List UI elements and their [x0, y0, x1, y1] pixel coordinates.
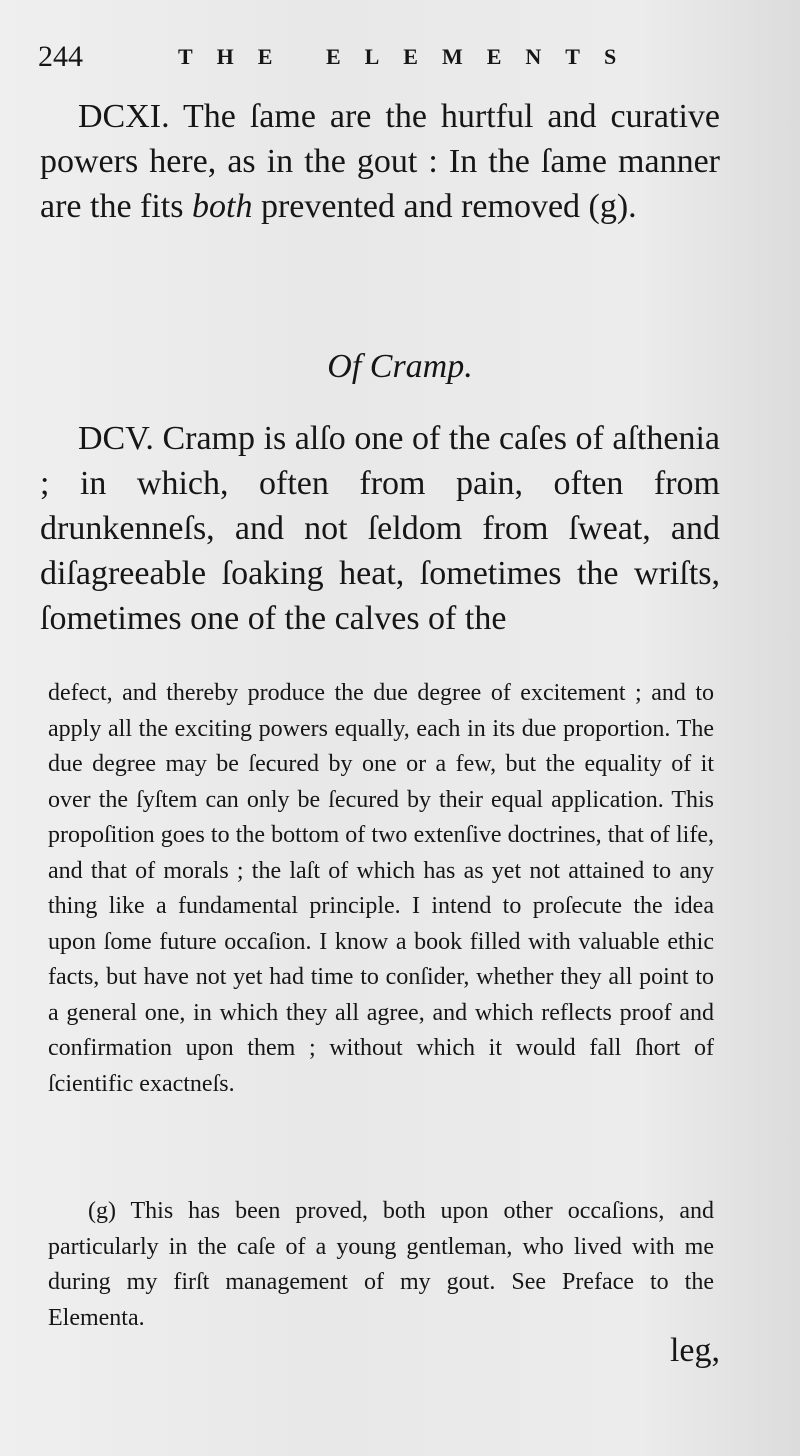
- paragraph-number: DCXI.: [78, 98, 170, 135]
- paragraph-text: Cramp is alſo one of the caſes of aſthenia ; in which, often from pain, often from drunkenneſs, and not ſeldom from ſweat, and diſagreeable ſoaking heat, ſometimes the wriſts, ſometimes one of the calves of the: [40, 420, 720, 637]
- footnote-g-text: (g) This has been proved, both upon other occaſions, and particularly in the caſe of a young gentleman, who lived with me during my firſt management of my gout. See Preface to the Elementa.: [48, 1198, 714, 1331]
- paragraph-number: DCV.: [78, 420, 154, 457]
- paragraph-text-end: prevented and removed (g).: [260, 188, 637, 225]
- footnote-continuation: [48, 676, 714, 1102]
- paragraph-dcv: [40, 416, 720, 641]
- paragraph-dcxi: [40, 94, 720, 229]
- footnote-continuation-text: defect, and thereby produce the due degree of excitement ; and to apply all the exciting powers equally, each in its due proportion. The due degree may be ſecured by one or a few, but the equality of it over the ſyſtem can only be ſecured by their equal application. This propoſition goes to the bottom of two extenſive doctrines, that of life, and that of morals ; the laſt of which has as yet not attained to any thing like a fundamental principle. I intend to proſecute the idea upon ſome future occaſion. I know a book filled with valuable ethic facts, but have not yet had time to conſider, whether they all point to a general one, in which they all agree, and which reflects proof and confirmation upon them ; without which it would fall ſhort of ſcientific exactneſs.: [48, 680, 714, 1097]
- catchword: leg,: [669, 1332, 720, 1369]
- page-header: [38, 40, 740, 80]
- page-number: 244: [38, 40, 83, 73]
- paragraph-text: The ſame are the hurtful and curative powers here, as in the gout : In the ſame manner are the fits: [40, 98, 720, 225]
- footnote-g: [48, 1194, 714, 1336]
- emphasis-text: both: [192, 188, 253, 225]
- section-heading: Of Cramp.: [327, 348, 473, 385]
- running-head: THE ELEMENTS: [178, 44, 641, 69]
